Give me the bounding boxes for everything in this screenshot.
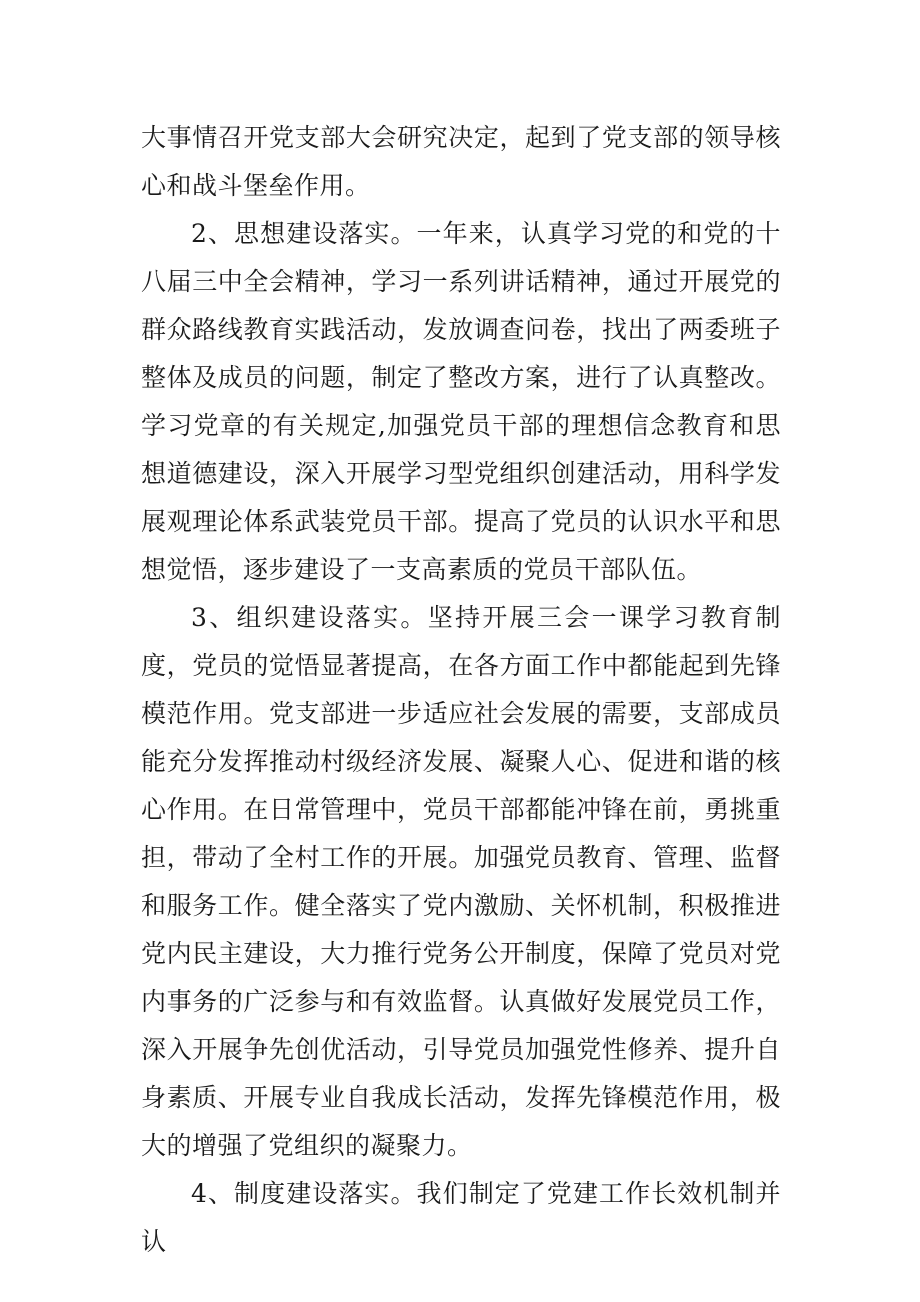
paragraph-3-organizational-building: 3、组织建设落实。坚持开展三会一课学习教育制度，党员的觉悟显著提高，在各方面工作中都能起到先锋模范作用。党支部进一步适应社会发展的需要，支部成员能充分发挥推动村级经济发展、凝聚人心、促进和谐的核心作用。在日常管理中，党员干部都能冲锋在前，勇挑重担，带动了全村工作的开展。加强党员教育、管理、监督和服务工作。健全落实了党内激励、关怀机制，积极推进党内民主建设，大力推行党务公开制度，保障了党员对党内事务的广泛参与和有效监督。认真做好发展党员工作，深入开展争先创优活动，引导党员加强党性修养、提升自身素质、开展专业自我成长活动，发挥先锋模范作用，极大的增强了党组织的凝聚力。 <box>141 603 781 1160</box>
paragraph-4-institutional-building: 4、制度建设落实。我们制定了党建工作长效机制并认 <box>141 1179 781 1256</box>
paragraph-2-ideological-building: 2、思想建设落实。一年来，认真学习党的和党的十八届三中全会精神，学习一系列讲话精神，通过开展党的群众路线教育实践活动，发放调查问卷，找出了两委班子整体及成员的问题，制定了整改方案，进行了认真整改。学习党章的有关规定,加强党员干部的理想信念教育和思想道德建设，深入开展学习型党组织创建活动，用科学发展观理论体系武装党员干部。提高了党员的认识水平和思想觉悟，逐步建设了一支高素质的党员干部队伍。 <box>141 219 781 584</box>
paragraph-1: 大事情召开党支部大会研究决定，起到了党支部的领导核心和战斗堡垒作用。 <box>141 123 781 200</box>
document-body <box>141 114 781 1266</box>
